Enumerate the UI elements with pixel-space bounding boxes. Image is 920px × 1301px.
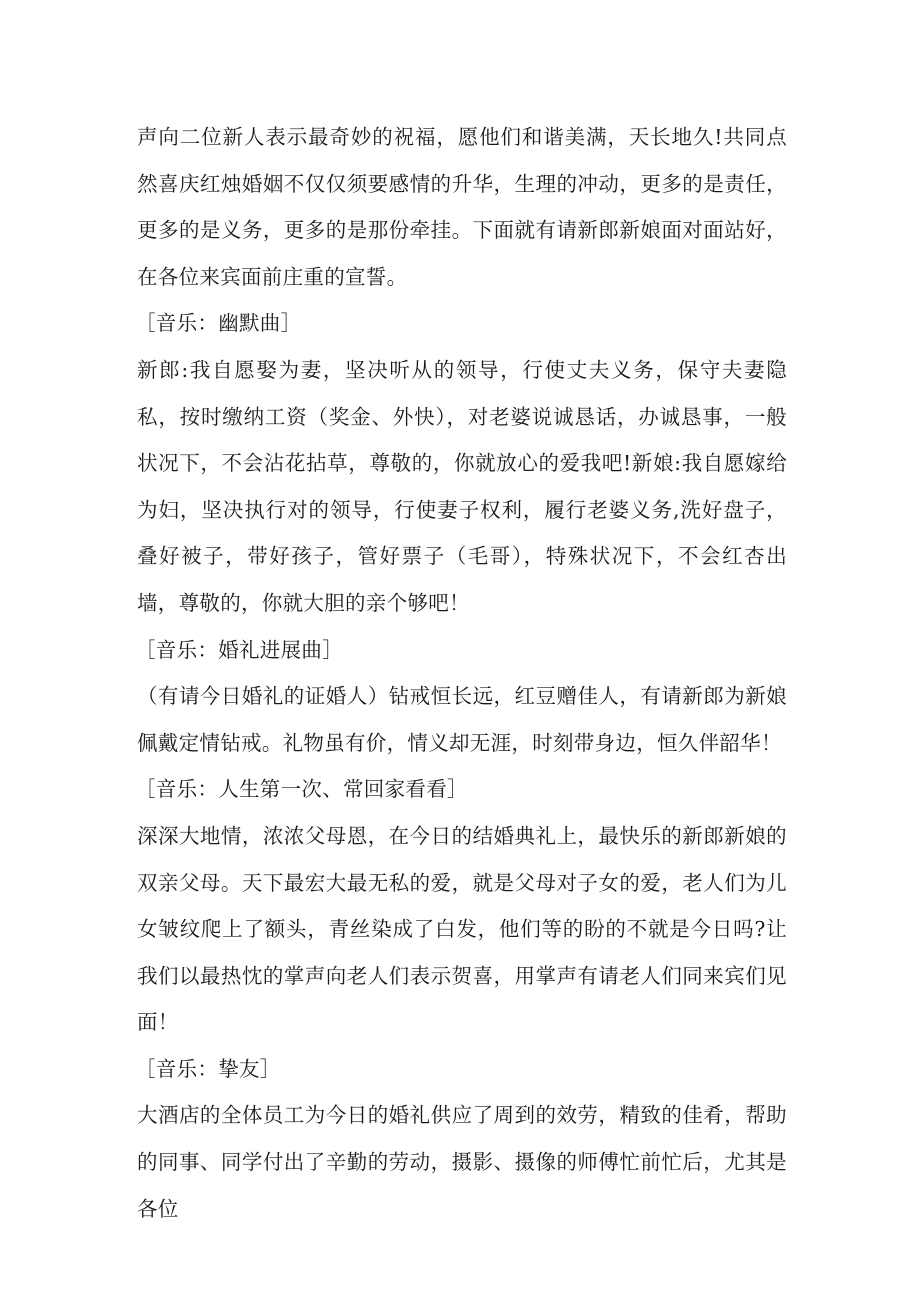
- document-body: [137, 114, 787, 1232]
- paragraph-blessing: 声向二位新人表示最奇妙的祝福，愿他们和谐美满，天长地久!共同点然喜庆红烛婚姻不仅仅须要感情的升华，生理的冲动，更多的是责任，更多的是义务，更多的是那份牵挂。下面就有请新郎新娘面对面站好，在各位来宾面前庄重的宣誓。: [137, 125, 787, 289]
- music-cue-humor: ［音乐：幽默曲］: [135, 311, 302, 336]
- paragraph-ring-exchange: （有请今日婚礼的证婚人）钻戒恒长远，红豆赠佳人，有请新郎为新娘佩戴定情钻戒。礼物虽有价，情义却无涯，时刻带身边，恒久伴韶华！: [137, 684, 787, 755]
- paragraph-thanks: 大酒店的全体员工为今日的婚礼供应了周到的效劳，精致的佳肴，帮助的同事、同学付出了辛勤的劳动，摄影、摄像的师傅忙前忙后，尤其是各位: [137, 1103, 787, 1221]
- paragraph-vows: 新郎:我自愿娶为妻，坚决听从的领导，行使丈夫义务，保守夫妻隐私，按时缴纳工资（奖金、外快），对老婆说诚恳话，办诚恳事，一般状况下，不会沾花拈草，尊敬的，你就放心的爱我吧!新娘:我自愿嫁给为妇，坚决执行对的领导，行使妻子权利，履行老婆义务,洗好盘子，叠好被子，带好孩子，管好票子（毛哥），特殊状况下，不会红杏出墙，尊敬的，你就大胆的亲个够吧！: [137, 357, 787, 615]
- music-cue-wedding-march: ［音乐：婚礼进展曲］: [135, 637, 343, 662]
- paragraph-parents: 深深大地情，浓浓父母恩，在今日的结婚典礼上，最快乐的新郎新娘的双亲父母。天下最宏大最无私的爱，就是父母对子女的爱，老人们为儿女皱纹爬上了额头，青丝染成了白发，他们等的盼的不就是今日吗?让我们以最热忱的掌声向老人们表示贺喜，用掌声有请老人们同来宾们见面！: [137, 823, 787, 1035]
- music-cue-friends: ［音乐：挚友］: [135, 1056, 281, 1081]
- music-cue-first-time: ［音乐：人生第一次、常回家看看］: [135, 777, 468, 802]
